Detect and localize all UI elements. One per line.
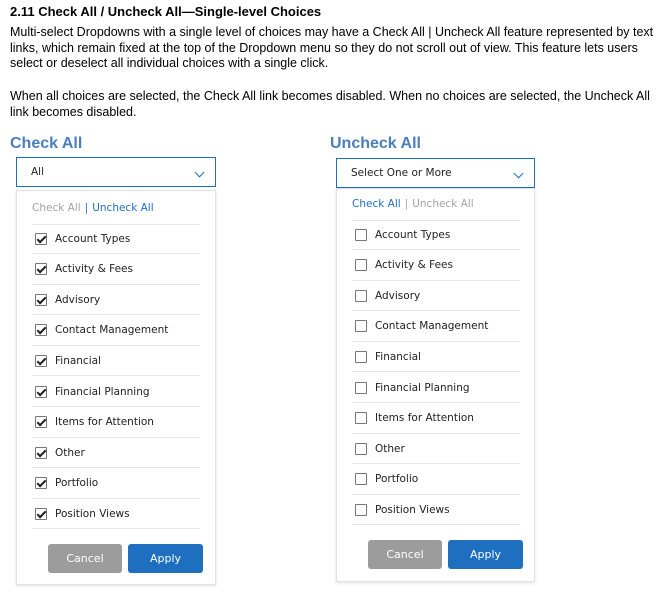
checkbox-checked-icon[interactable] (35, 263, 47, 275)
checkbox-checked-icon[interactable] (35, 324, 47, 336)
list-item[interactable] (32, 285, 200, 315)
list-item[interactable] (32, 377, 200, 407)
list-item-label: Financial Planning (375, 381, 470, 394)
list-item[interactable] (352, 404, 520, 434)
list-item-label: Financial Planning (55, 385, 150, 398)
checkbox-checked-icon[interactable] (35, 355, 47, 367)
list-item[interactable] (352, 434, 520, 464)
checkbox-checked-icon[interactable] (35, 447, 47, 459)
checkbox-unchecked-icon[interactable] (355, 504, 367, 516)
list-item[interactable] (32, 255, 200, 285)
checkbox-checked-icon[interactable] (35, 294, 47, 306)
checkbox-unchecked-icon[interactable] (355, 351, 367, 363)
list-item-label: Position Views (375, 503, 450, 516)
list-item-label: Contact Management (55, 324, 169, 337)
checkbox-checked-icon[interactable] (35, 386, 47, 398)
links-separator: | (404, 198, 409, 210)
list-item-label: Other (375, 442, 405, 455)
check-all-panel-title: Check All (10, 135, 83, 152)
list-item-label: Activity & Fees (55, 263, 133, 276)
list-item[interactable] (32, 469, 200, 499)
apply-button[interactable]: Apply (128, 544, 203, 573)
list-item-label: Financial (55, 354, 101, 367)
list-item[interactable] (32, 499, 200, 529)
checkbox-checked-icon[interactable] (35, 477, 47, 489)
checkbox-checked-icon[interactable] (35, 508, 47, 520)
checkbox-unchecked-icon[interactable] (355, 412, 367, 424)
dropdown-selected-value: All (31, 166, 45, 178)
checkbox-unchecked-icon[interactable] (355, 382, 367, 394)
list-item-label: Position Views (55, 507, 130, 520)
list-item[interactable] (352, 281, 520, 311)
list-item-label: Contact Management (375, 320, 489, 333)
list-item[interactable] (352, 342, 520, 372)
list-item[interactable] (352, 220, 520, 250)
dropdown-placeholder-value: Select One or More (351, 167, 452, 179)
links-separator: | (84, 202, 89, 214)
check-all-links (352, 198, 474, 210)
list-item[interactable] (352, 495, 520, 525)
list-item-label: Financial (375, 350, 421, 363)
uncheck-all-dropdown-menu (336, 188, 535, 582)
list-item[interactable] (352, 373, 520, 403)
list-item-label: Portfolio (375, 473, 419, 486)
list-item-label: Other (55, 446, 85, 459)
checkbox-unchecked-icon[interactable] (355, 259, 367, 271)
checkbox-unchecked-icon[interactable] (355, 320, 367, 332)
list-item[interactable] (32, 408, 200, 438)
list-item[interactable] (32, 346, 200, 376)
uncheck-all-link[interactable]: Uncheck All (92, 202, 154, 214)
cancel-button[interactable]: Cancel (48, 544, 122, 573)
check-all-dropdown-select[interactable] (16, 157, 216, 187)
checkbox-checked-icon[interactable] (35, 233, 47, 245)
list-item-label: Activity & Fees (375, 259, 453, 272)
check-all-links (32, 202, 154, 214)
chevron-down-icon (195, 168, 205, 178)
checkbox-unchecked-icon[interactable] (355, 443, 367, 455)
description-paragraph-2: When all choices are selected, the Check All link becomes disabled. When no choices are selected, the Uncheck All link becomes disabled. (10, 89, 650, 119)
list-item[interactable] (32, 224, 200, 254)
uncheck-all-panel-title: Uncheck All (330, 135, 421, 152)
list-item-label: Account Types (55, 233, 131, 245)
description-paragraph-1: Multi-select Dropdowns with a single level of choices may have a Check All | Uncheck All feature represented by text links, which remain fixed at the top of the Dropdown menu so they do not scroll out of view. This feature lets users select or deselect all individual choices with a single click. (10, 25, 654, 70)
list-item-label: Items for Attention (55, 416, 154, 429)
uncheck-all-dropdown-select[interactable] (336, 158, 535, 188)
list-item[interactable] (352, 251, 520, 281)
checkbox-checked-icon[interactable] (35, 416, 47, 428)
list-item-label: Portfolio (55, 477, 99, 490)
list-item[interactable] (352, 465, 520, 495)
uncheck-all-link[interactable]: Uncheck All (412, 198, 474, 210)
chevron-down-icon (514, 169, 524, 179)
list-item[interactable] (352, 312, 520, 342)
cancel-button[interactable]: Cancel (368, 540, 442, 569)
section-heading: 2.11 Check All / Uncheck All—Single-level Choices (10, 4, 322, 19)
checkbox-unchecked-icon[interactable] (355, 473, 367, 485)
list-item[interactable] (32, 316, 200, 346)
list-item[interactable] (32, 438, 200, 468)
list-item-label: Advisory (55, 293, 101, 306)
list-item-label: Advisory (375, 289, 421, 302)
apply-button[interactable]: Apply (448, 540, 523, 569)
checkbox-unchecked-icon[interactable] (355, 229, 367, 241)
check-all-dropdown-menu (16, 190, 216, 585)
checkbox-unchecked-icon[interactable] (355, 290, 367, 302)
check-all-link[interactable]: Check All (32, 202, 81, 214)
list-item-label: Account Types (375, 229, 451, 241)
list-item-label: Items for Attention (375, 412, 474, 425)
check-all-link[interactable]: Check All (352, 198, 401, 210)
